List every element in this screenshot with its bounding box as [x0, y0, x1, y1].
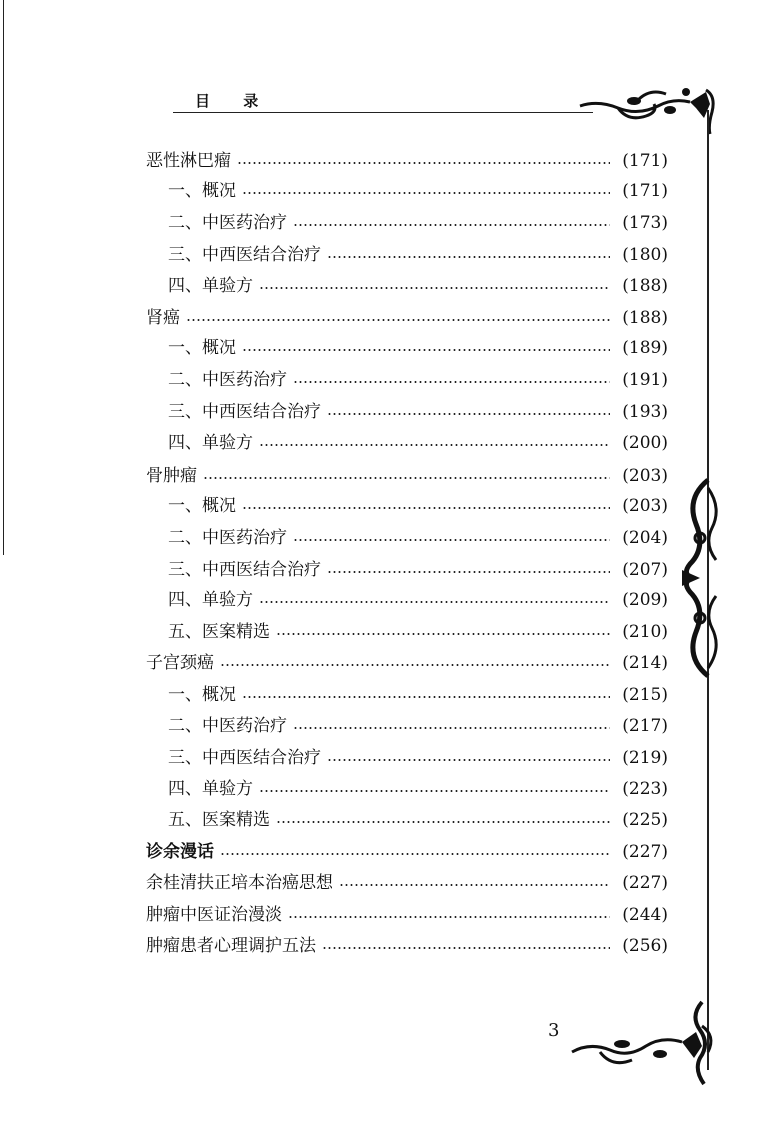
dot-leader: [339, 884, 610, 886]
dot-leader: [220, 853, 610, 855]
toc-entry-title: 五、医案精选: [168, 809, 270, 830]
page-edge-line: [3, 0, 4, 555]
dot-leader: [293, 727, 610, 729]
toc-entry-page: (180): [622, 244, 668, 265]
toc-entry-title: 一、概况: [168, 684, 236, 705]
side-scroll-ornament: [678, 478, 728, 678]
toc-entry-page: (207): [622, 559, 668, 580]
toc-entry[interactable]: [168, 491, 668, 521]
toc-entry[interactable]: [168, 240, 668, 270]
toc-entry[interactable]: [146, 648, 668, 678]
toc-entry[interactable]: [168, 176, 668, 206]
toc-entry-title: 四、单验方: [168, 275, 253, 296]
header-title: 目 录: [195, 92, 273, 110]
toc-entry[interactable]: [168, 271, 668, 301]
toc-entry[interactable]: [168, 743, 668, 773]
dot-leader: [322, 947, 610, 949]
toc-entry[interactable]: [168, 365, 668, 395]
dot-leader: [242, 349, 610, 351]
toc-entry-title: 一、概况: [168, 495, 236, 516]
toc-entry[interactable]: [168, 617, 668, 647]
toc-entry-page: (200): [622, 432, 668, 453]
toc-entry[interactable]: [168, 428, 668, 458]
toc-entry-page: (191): [622, 369, 668, 390]
toc-entry[interactable]: [168, 208, 668, 238]
top-corner-ornament: [578, 86, 728, 136]
dot-leader: [276, 821, 610, 823]
toc-entry[interactable]: [146, 461, 668, 491]
toc-entry-title: 肿瘤中医证治漫淡: [146, 904, 282, 925]
dot-leader: [220, 664, 610, 666]
toc-entry-title: 四、单验方: [168, 432, 253, 453]
toc-entry-page: (223): [622, 778, 668, 799]
dot-leader: [242, 507, 610, 509]
toc-entry-title: 恶性淋巴瘤: [146, 150, 231, 171]
toc-entry-page: (215): [622, 684, 668, 705]
toc-entry[interactable]: [168, 585, 668, 615]
toc-entry-title: 一、概况: [168, 337, 236, 358]
dot-leader: [203, 477, 610, 479]
dot-leader: [276, 633, 610, 635]
dot-leader: [293, 224, 610, 226]
running-header: [173, 90, 593, 113]
toc-entry-title: 三、中西医结合治疗: [168, 244, 321, 265]
toc-entry-page: (171): [622, 180, 668, 201]
toc-entry-page: (188): [622, 307, 668, 328]
dot-leader: [242, 696, 610, 698]
toc-entry-title: 四、单验方: [168, 778, 253, 799]
dot-leader: [293, 381, 610, 383]
dot-leader: [237, 162, 610, 164]
dot-leader: [327, 256, 610, 258]
dot-leader: [259, 444, 610, 446]
toc-entry-title: 三、中西医结合治疗: [168, 401, 321, 422]
toc-entry-title: 四、单验方: [168, 589, 253, 610]
toc-entry-page: (256): [622, 935, 668, 956]
bottom-corner-ornament: [570, 996, 730, 1088]
toc-entry-page: (225): [622, 809, 668, 830]
dot-leader: [259, 790, 610, 792]
toc-entry-page: (189): [622, 337, 668, 358]
toc-entry-page: (219): [622, 747, 668, 768]
toc-entry-page: (203): [622, 465, 668, 486]
toc-entry-page: (193): [622, 401, 668, 422]
dot-leader: [288, 916, 610, 918]
toc-entry-title: 肿瘤患者心理调护五法: [146, 935, 316, 956]
toc-entry-page: (210): [622, 621, 668, 642]
toc-entry[interactable]: [168, 555, 668, 585]
toc-entry-title: 二、中医药治疗: [168, 369, 287, 390]
toc-entry-page: (227): [622, 872, 668, 893]
toc-entry-page: (227): [622, 841, 668, 862]
toc-entry[interactable]: [168, 333, 668, 363]
toc-entry-title: 二、中医药治疗: [168, 212, 287, 233]
toc-entry[interactable]: [146, 146, 668, 176]
dot-leader: [259, 601, 610, 603]
toc-entry-title: 三、中西医结合治疗: [168, 747, 321, 768]
toc-entry-title: 肾癌: [146, 307, 180, 328]
toc-entry-title: 一、概况: [168, 180, 236, 201]
dot-leader: [327, 759, 610, 761]
toc-entry-page: (214): [622, 652, 668, 673]
toc-entry[interactable]: [146, 931, 668, 961]
toc-entry-page: (203): [622, 495, 668, 516]
toc-entry[interactable]: [146, 868, 668, 898]
dot-leader: [293, 539, 610, 541]
dot-leader: [242, 192, 610, 194]
toc-entry[interactable]: [146, 900, 668, 930]
toc-entry[interactable]: [168, 680, 668, 710]
toc-entry[interactable]: [168, 523, 668, 553]
toc-entry-title: 三、中西医结合治疗: [168, 559, 321, 580]
toc-entry-title: 二、中医药治疗: [168, 715, 287, 736]
dot-leader: [186, 319, 610, 321]
toc-entry-title: 二、中医药治疗: [168, 527, 287, 548]
toc-entry-title: 诊余漫话: [146, 841, 214, 862]
toc-entry[interactable]: [168, 711, 668, 741]
page-number: 3: [548, 1020, 560, 1041]
toc-entry-page: (173): [622, 212, 668, 233]
toc-entry-page: (204): [622, 527, 668, 548]
toc-entry-title: 子宫颈癌: [146, 652, 214, 673]
dot-leader: [327, 413, 610, 415]
toc-entry-page: (217): [622, 715, 668, 736]
toc-entry-title: 余桂清扶正培本治癌思想: [146, 872, 333, 893]
toc-entry-title: 骨肿瘤: [146, 465, 197, 486]
toc-entry-page: (244): [622, 904, 668, 925]
toc-entry[interactable]: [146, 303, 668, 333]
dot-leader: [259, 287, 610, 289]
toc-entry[interactable]: [168, 397, 668, 427]
toc-entry-page: (209): [622, 589, 668, 610]
toc-entry-page: (188): [622, 275, 668, 296]
toc-entry-title: 五、医案精选: [168, 621, 270, 642]
toc-entry[interactable]: [168, 805, 668, 835]
dot-leader: [327, 571, 610, 573]
toc-entry[interactable]: [146, 837, 668, 867]
toc-entry[interactable]: [168, 774, 668, 804]
toc-entry-page: (171): [622, 150, 668, 171]
